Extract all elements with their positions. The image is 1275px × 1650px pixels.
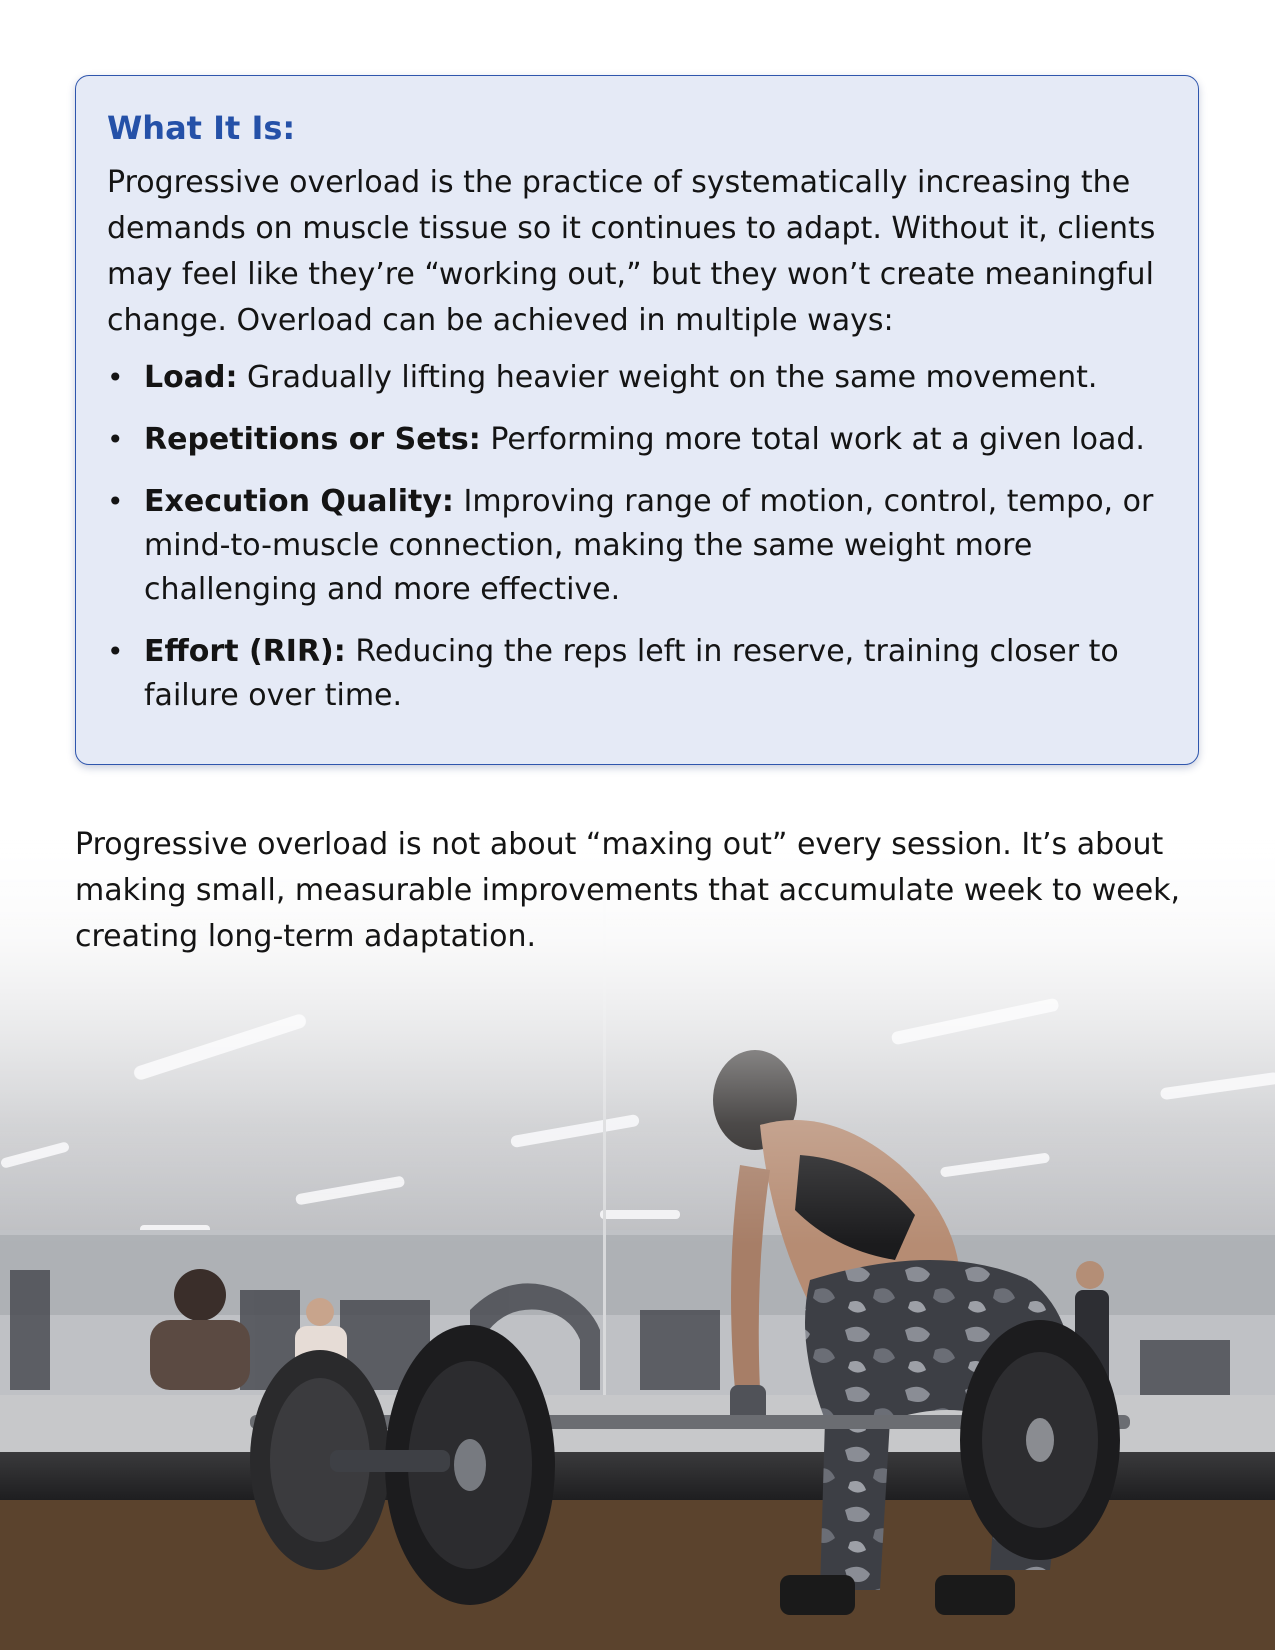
bullet-icon: • xyxy=(107,485,124,518)
list-item-effort xyxy=(107,630,1158,718)
bullet-icon: • xyxy=(107,635,124,668)
list-item-load xyxy=(107,356,1158,400)
list-item-execution-quality xyxy=(107,480,1158,612)
callout-title: What It Is: xyxy=(107,109,296,147)
list-item-term: Repetitions or Sets: xyxy=(144,422,481,457)
list-item-repetitions xyxy=(107,418,1158,462)
list-item-text: Improving range of motion, control, tempo, or mind-to-muscle connection, making the same weight more challenging and more effective. xyxy=(144,484,1154,607)
list-item-term: Execution Quality: xyxy=(144,484,454,519)
definition-callout xyxy=(75,75,1199,765)
list-item-text: Reducing the reps left in reserve, training closer to failure over time. xyxy=(144,634,1119,713)
list-item-term: Load: xyxy=(144,360,238,395)
gym-deadlift-photo xyxy=(0,840,1275,1650)
list-item-text: Performing more total work at a given load. xyxy=(490,422,1145,457)
callout-intro: Progressive overload is the practice of systematically increasing the demands on muscle tissue so it continues to adapt. Without it, clients may feel like they’re “working out,” but they won’t create meaningful change. Overload can be achieved in multiple ways: xyxy=(107,165,1156,338)
list-item-term: Effort (RIR): xyxy=(144,634,346,669)
overload-methods-list xyxy=(107,356,1158,718)
summary-paragraph: Progressive overload is not about “maxing out” every session. It’s about making small, measurable improvements that accumulate week to week, creating long-term adaptation. xyxy=(75,827,1181,954)
list-item-text: Gradually lifting heavier weight on the same movement. xyxy=(247,360,1098,395)
bullet-icon: • xyxy=(107,361,124,394)
bullet-icon: • xyxy=(107,423,124,456)
